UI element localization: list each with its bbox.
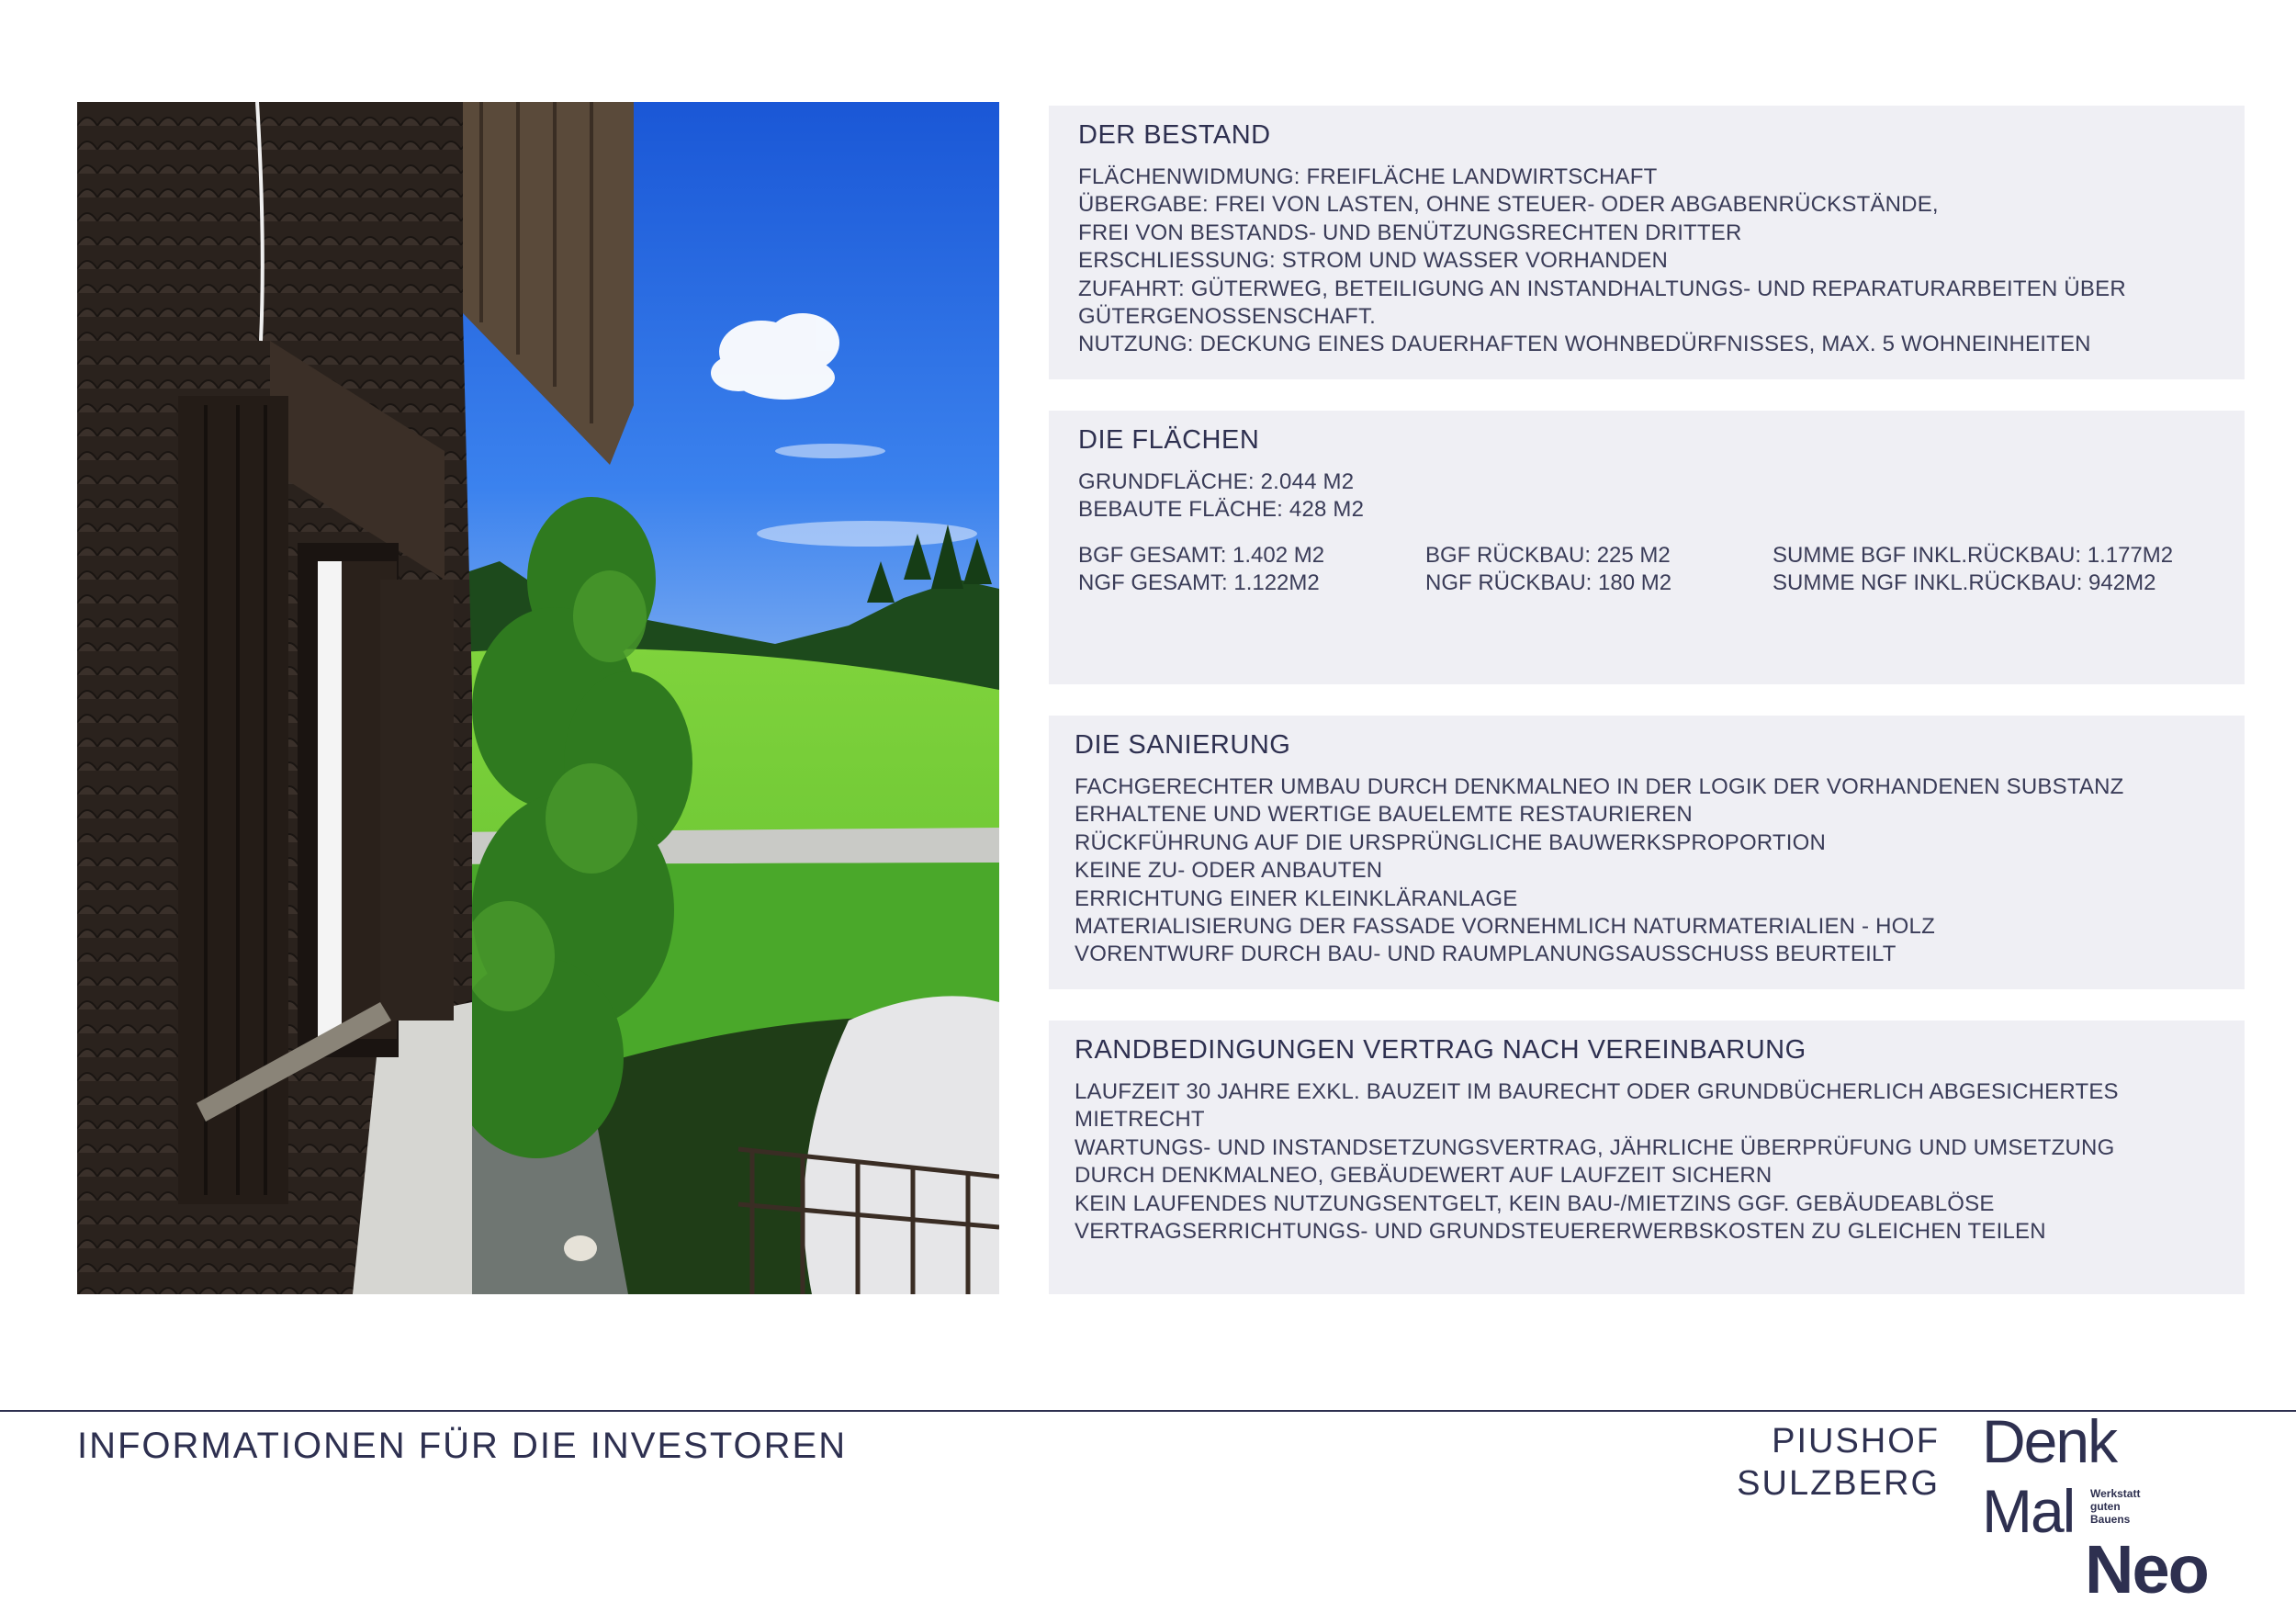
section-randbedingungen [1049,1021,2245,1294]
text-line: RÜCKFÜHRUNG AUF DIE URSPRÜNGLICHE BAUWERKSPROPORTION [1075,829,1827,855]
section-title: DIE SANIERUNG [1075,730,1291,760]
footer-divider [0,1410,2296,1412]
text-line: MIETRECHT [1075,1107,1205,1133]
text-line: FLÄCHENWIDMUNG: FREIFLÄCHE LANDWIRTSCHAFT [1078,164,1658,189]
text-line: DURCH DENKMALNEO, GEBÄUDEWERT AUF LAUFZEIT SICHERN [1075,1163,1773,1189]
section-body [1078,468,2217,524]
section-title: RANDBEDINGUNGEN VERTRAG NACH VEREINBARUNG [1075,1035,1806,1065]
section-bestand [1049,106,2245,379]
logo-tagline-2: guten [2090,1500,2121,1513]
text-line: SUMME NGF INKL.RÜCKBAU: 942M2 [1773,570,2156,596]
text-line: WARTUNGS- UND INSTANDSETZUNGSVERTRAG, JÄHRLICHE ÜBERPRÜFUNG UND UMSETZUNG [1075,1134,2115,1160]
section-flaechen [1049,411,2245,684]
logo-text-mal: Mal [1982,1477,2075,1545]
area-column-summe [1773,542,2173,598]
denkmalneo-logo [1982,1415,2221,1598]
text-line: KEINE ZU- ODER ANBAUTEN [1075,858,1383,884]
section-title: DER BESTAND [1078,120,1271,150]
section-sanierung [1049,716,2245,989]
text-line: FREI VON BESTANDS- UND BENÜTZUNGSRECHTEN DRITTER [1078,220,1742,245]
area-column-gesamt [1078,542,1324,598]
project-name-line: PIUSHOF [1772,1422,1940,1460]
text-line: KEIN LAUFENDES NUTZUNGSENTGELT, KEIN BAU-/MIETZINS GGF. GEBÄUDEABLÖSE [1075,1190,1995,1216]
text-line: ERRICHTUNG EINER KLEINKLÄRANLAGE [1075,885,1518,911]
text-line: NUTZUNG: DECKUNG EINES DAUERHAFTEN WOHNBEDÜRFNISSES, MAX. 5 WOHNEINHEITEN [1078,332,2091,357]
logo-text-neo: Neo [2085,1531,2208,1598]
section-body [1075,1078,2213,1246]
text-line: BGF RÜCKBAU: 225 M2 [1425,543,1671,568]
text-line: NGF GESAMT: 1.122M2 [1078,570,1320,596]
text-line: SUMME BGF INKL.RÜCKBAU: 1.177M2 [1773,543,2174,568]
section-body [1078,164,2217,359]
text-line: GÜTERGENOSSENSCHAFT. [1078,304,1377,330]
project-location-line: SULZBERG [1737,1464,1940,1503]
text-line: FACHGERECHTER UMBAU DURCH DENKMALNEO IN DER LOGIK DER VORHANDENEN SUBSTANZ [1075,774,2124,799]
text-line: VERTRAGSERRICHTUNGS- UND GRUNDSTEUERERWERBSKOSTEN ZU GLEICHEN TEILEN [1075,1219,2046,1245]
project-name [1737,1420,1940,1505]
text-line: LAUFZEIT 30 JAHRE EXKL. BAUZEIT IM BAURECHT ODER GRUNDBÜCHERLICH ABGESICHERTES [1075,1079,2119,1104]
text-line: VORENTWURF DURCH BAU- UND RAUMPLANUNGSAUSSCHUSS BEURTEILT [1075,942,1896,967]
section-body [1075,773,2213,969]
text-line: GRUNDFLÄCHE: 2.044 M2 [1078,469,1355,494]
logo-tagline-3: Bauens [2090,1513,2131,1526]
text-line: NGF RÜCKBAU: 180 M2 [1425,570,1672,596]
text-line: ERSCHLIESSUNG: STROM UND WASSER VORHANDEN [1078,248,1669,274]
section-title: DIE FLÄCHEN [1078,425,1260,455]
footer-title: INFORMATIONEN FÜR DIE INVESTOREN [77,1426,848,1466]
text-line: ZUFAHRT: GÜTERWEG, BETEILIGUNG AN INSTANDHALTUNGS- UND REPARATURARBEITEN ÜBER [1078,276,2126,301]
text-line: ERHALTENE UND WERTIGE BAUELEMTE RESTAURIEREN [1075,802,1693,828]
farmhouse-photo [77,102,999,1294]
logo-tagline-1: Werkstatt [2090,1487,2141,1500]
text-line: MATERIALISIERUNG DER FASSADE VORNEHMLICH NATURMATERIALIEN - HOLZ [1075,914,1935,940]
text-line: BGF GESAMT: 1.402 M2 [1078,543,1325,568]
text-line: ÜBERGABE: FREI VON LASTEN, OHNE STEUER- ODER ABGABENRÜCKSTÄNDE, [1078,192,1939,218]
logo-text-denk: Denk [1982,1415,2117,1475]
text-line: BEBAUTE FLÄCHE: 428 M2 [1078,497,1365,523]
area-column-rueckbau [1425,542,1671,598]
